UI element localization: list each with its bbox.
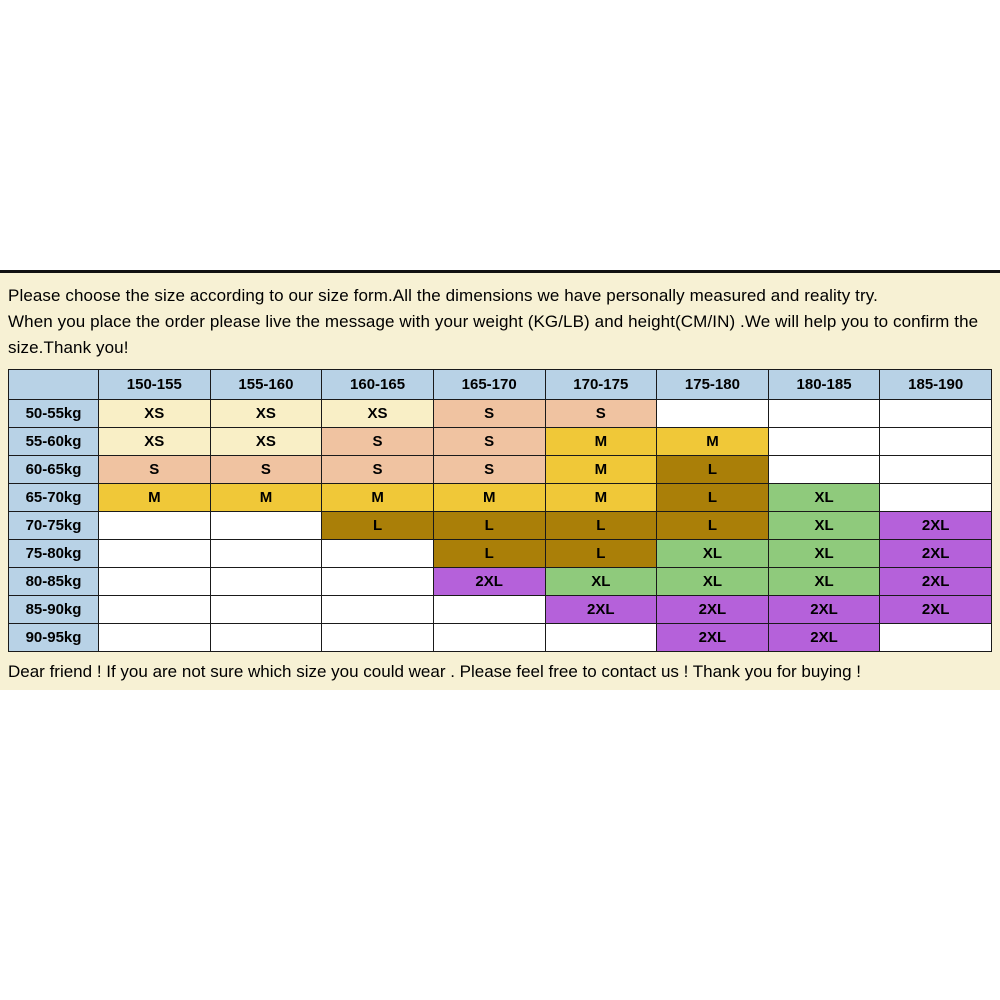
empty-cell — [880, 400, 992, 428]
size-cell: L — [545, 540, 657, 568]
empty-cell — [880, 484, 992, 512]
size-cell: XL — [657, 540, 769, 568]
corner-cell — [9, 370, 99, 400]
size-cell: M — [545, 428, 657, 456]
size-cell: L — [433, 540, 545, 568]
empty-cell — [99, 512, 211, 540]
size-cell: S — [322, 428, 434, 456]
empty-cell — [322, 568, 434, 596]
height-column-header: 150-155 — [99, 370, 211, 400]
empty-cell — [99, 624, 211, 652]
size-cell: XS — [99, 428, 211, 456]
weight-row-header: 50-55kg — [9, 400, 99, 428]
height-column-header: 160-165 — [322, 370, 434, 400]
weight-row-header: 65-70kg — [9, 484, 99, 512]
empty-cell — [880, 456, 992, 484]
size-cell: S — [545, 400, 657, 428]
size-cell: XS — [322, 400, 434, 428]
intro-line-2: When you place the order please live the message with your weight (KG/LB) and height(CM/IN) .We will help you to confirm the size.Thank you! — [8, 312, 979, 357]
size-cell: L — [545, 512, 657, 540]
empty-cell — [210, 596, 322, 624]
size-cell: XL — [768, 484, 880, 512]
size-cell: 2XL — [880, 540, 992, 568]
empty-cell — [210, 568, 322, 596]
empty-cell — [657, 400, 769, 428]
size-cell: 2XL — [657, 624, 769, 652]
size-cell: S — [322, 456, 434, 484]
table-row — [9, 484, 992, 512]
size-cell: 2XL — [433, 568, 545, 596]
empty-cell — [210, 512, 322, 540]
size-cell: L — [322, 512, 434, 540]
empty-cell — [880, 428, 992, 456]
size-cell: M — [545, 456, 657, 484]
empty-cell — [322, 624, 434, 652]
table-row — [9, 596, 992, 624]
weight-row-header: 75-80kg — [9, 540, 99, 568]
size-cell: L — [657, 512, 769, 540]
size-table-head-row — [9, 370, 992, 400]
height-column-header: 185-190 — [880, 370, 992, 400]
empty-cell — [433, 596, 545, 624]
empty-cell — [880, 624, 992, 652]
table-row — [9, 428, 992, 456]
table-row — [9, 456, 992, 484]
size-cell: S — [99, 456, 211, 484]
weight-row-header: 55-60kg — [9, 428, 99, 456]
size-cell: 2XL — [880, 596, 992, 624]
size-cell: XL — [657, 568, 769, 596]
size-table-body — [9, 400, 992, 652]
empty-cell — [210, 624, 322, 652]
size-chart-table — [8, 369, 992, 652]
height-column-header: 180-185 — [768, 370, 880, 400]
empty-cell — [768, 428, 880, 456]
size-cell: XL — [768, 568, 880, 596]
size-table-head — [9, 370, 992, 400]
weight-row-header: 80-85kg — [9, 568, 99, 596]
weight-row-header: 90-95kg — [9, 624, 99, 652]
table-row — [9, 624, 992, 652]
empty-cell — [322, 596, 434, 624]
size-cell: S — [433, 400, 545, 428]
size-cell: XL — [768, 540, 880, 568]
empty-cell — [768, 400, 880, 428]
weight-row-header: 85-90kg — [9, 596, 99, 624]
size-cell: 2XL — [880, 568, 992, 596]
size-cell: M — [433, 484, 545, 512]
table-row — [9, 540, 992, 568]
empty-cell — [210, 540, 322, 568]
height-column-header: 165-170 — [433, 370, 545, 400]
size-cell: 2XL — [768, 624, 880, 652]
size-cell: XS — [210, 400, 322, 428]
size-cell: S — [433, 428, 545, 456]
weight-row-header: 60-65kg — [9, 456, 99, 484]
height-column-header: 155-160 — [210, 370, 322, 400]
empty-cell — [99, 568, 211, 596]
size-cell: XS — [99, 400, 211, 428]
empty-cell — [99, 596, 211, 624]
table-row — [9, 512, 992, 540]
size-cell: 2XL — [768, 596, 880, 624]
size-cell: S — [433, 456, 545, 484]
empty-cell — [99, 540, 211, 568]
size-cell: XL — [768, 512, 880, 540]
size-cell: S — [210, 456, 322, 484]
size-cell: M — [657, 428, 769, 456]
size-cell: 2XL — [657, 596, 769, 624]
intro-text — [8, 283, 992, 361]
empty-cell — [768, 456, 880, 484]
weight-row-header: 70-75kg — [9, 512, 99, 540]
footer-note: Dear friend ! If you are not sure which size you could wear . Please feel free to contact us ! Thank you for buying ! — [8, 662, 861, 681]
size-cell: L — [657, 484, 769, 512]
empty-cell — [322, 540, 434, 568]
height-column-header: 175-180 — [657, 370, 769, 400]
size-cell: L — [657, 456, 769, 484]
size-cell: L — [433, 512, 545, 540]
intro-line-1: Please choose the size according to our size form.All the dimensions we have personally measured and reality try. — [8, 286, 878, 305]
table-row — [9, 400, 992, 428]
size-cell: 2XL — [880, 512, 992, 540]
empty-cell — [545, 624, 657, 652]
empty-cell — [433, 624, 545, 652]
size-cell: XS — [210, 428, 322, 456]
size-cell: XL — [545, 568, 657, 596]
size-cell: M — [99, 484, 211, 512]
table-row — [9, 568, 992, 596]
size-cell: M — [545, 484, 657, 512]
size-cell: 2XL — [545, 596, 657, 624]
size-cell: M — [210, 484, 322, 512]
height-column-header: 170-175 — [545, 370, 657, 400]
size-guide-panel — [0, 270, 1000, 690]
size-cell: M — [322, 484, 434, 512]
